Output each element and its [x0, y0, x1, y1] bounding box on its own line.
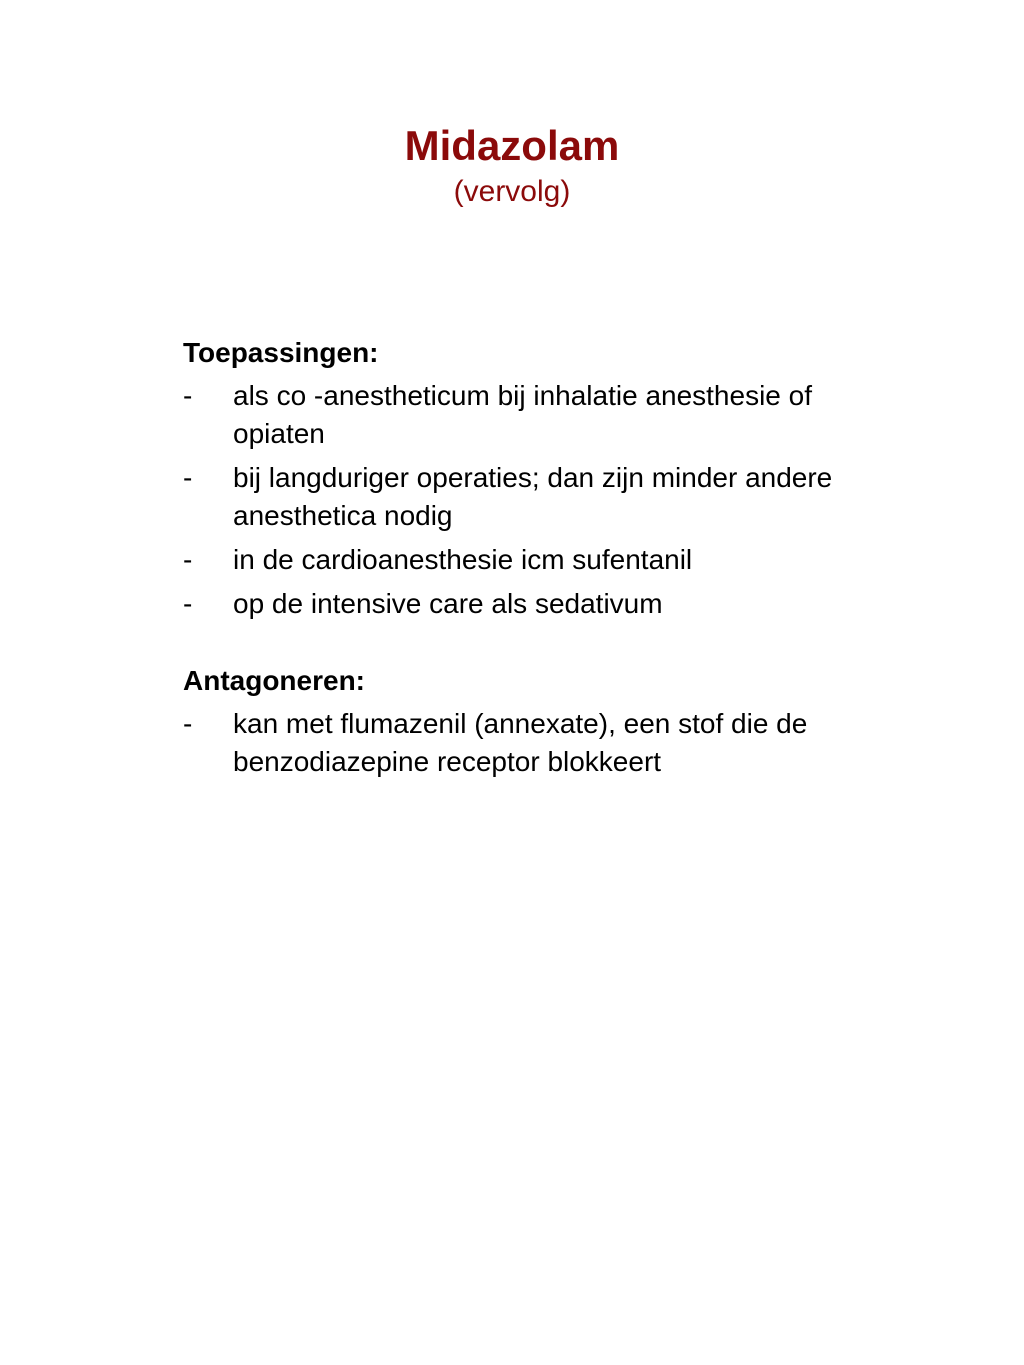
list-item [183, 377, 903, 453]
section-antagonists [183, 663, 903, 781]
section-applications [183, 335, 903, 623]
section-heading-applications: Toepassingen: [183, 337, 379, 368]
list-item-text: in de cardioanesthesie icm sufentanil [233, 544, 693, 575]
list-item [183, 705, 903, 781]
dash-bullet: - [183, 380, 193, 411]
title-block [0, 120, 1024, 212]
page-subtitle: (vervolg) [453, 175, 571, 208]
list-item [183, 585, 903, 623]
dash-bullet: - [183, 462, 193, 493]
list-item-text: op de intensive care als sedativum [233, 588, 663, 619]
page-title: Midazolam [404, 122, 620, 169]
list-item [183, 541, 903, 579]
antagonists-list [183, 705, 903, 781]
list-item-text: als co -anestheticum bij inhalatie anesthesie of opiaten [233, 380, 813, 449]
applications-list [183, 377, 903, 623]
content-body [183, 335, 903, 787]
list-item [183, 459, 903, 535]
dash-bullet: - [183, 588, 193, 619]
section-spacer [183, 629, 903, 663]
dash-bullet: - [183, 708, 193, 739]
list-item-text: kan met flumazenil (annexate), een stof die de benzodiazepine receptor blokkeert [233, 708, 808, 777]
list-item-text: bij langduriger operaties; dan zijn minder andere anesthetica nodig [233, 462, 833, 531]
section-heading-antagonists: Antagoneren: [183, 665, 365, 696]
dash-bullet: - [183, 544, 193, 575]
